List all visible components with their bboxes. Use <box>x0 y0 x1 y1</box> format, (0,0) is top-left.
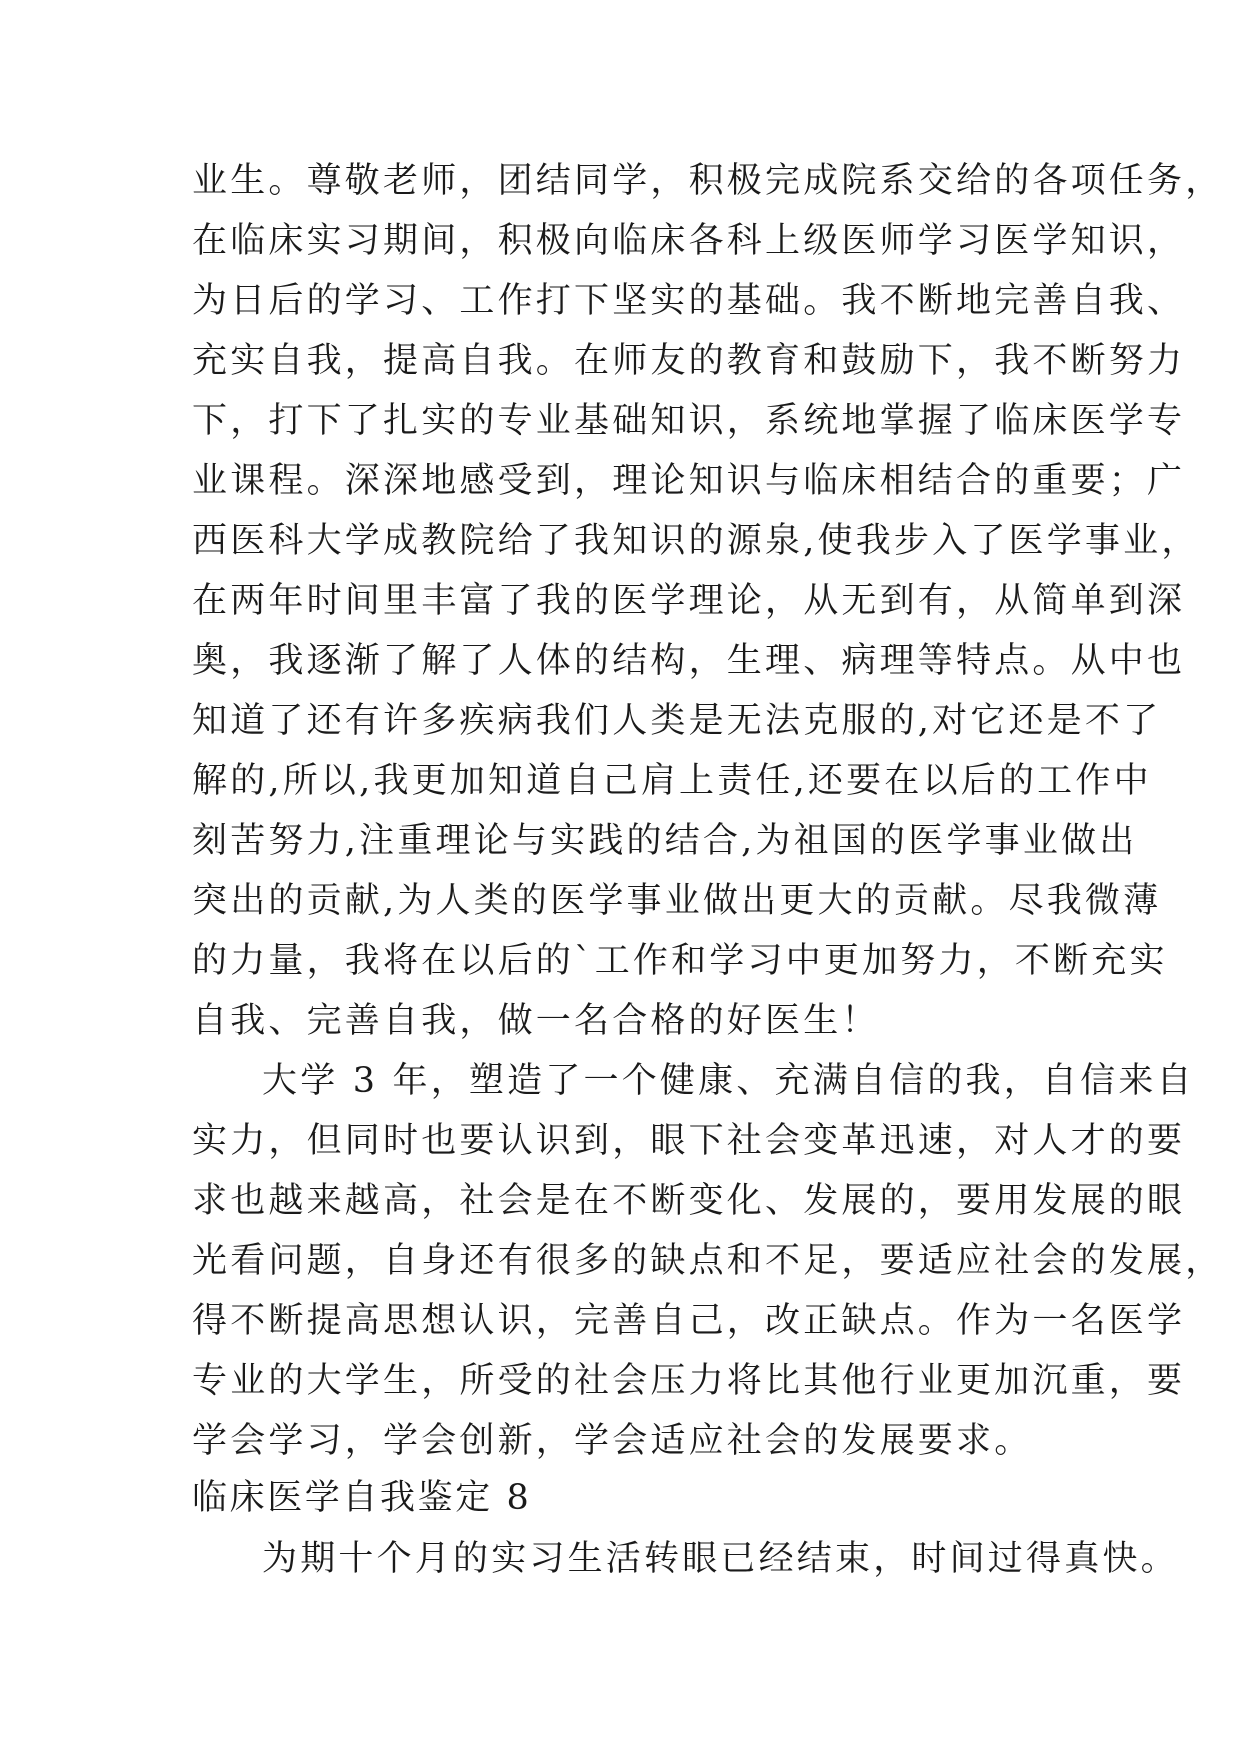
body-text-line: 求也越来越高，社会是在不断变化、发展的，要用发展的眼 <box>192 1181 1186 1221</box>
body-text-line: 在临床实习期间，积极向临床各科上级医师学习医学知识， <box>192 221 1186 261</box>
body-text-line: 的力量，我将在以后的`工作和学习中更加努力，不断充实 <box>192 941 1168 981</box>
body-text-line: 在两年时间里丰富了我的医学理论，从无到有，从简单到深 <box>192 581 1186 621</box>
body-text-line: 自我、完善自我，做一名合格的好医生！ <box>192 1001 880 1041</box>
body-text-line: 实力，但同时也要认识到，眼下社会变革迅速，对人才的要 <box>192 1121 1186 1161</box>
body-text-line: 解的,所以,我更加知道自己肩上责任,还要在以后的工作中 <box>192 761 1152 801</box>
body-text-line: 得不断提高思想认识，完善自己，改正缺点。作为一名医学 <box>192 1301 1186 1341</box>
body-text-line: 奥，我逐渐了解了人体的结构，生理、病理等特点。从中也 <box>192 641 1186 681</box>
paragraph-first-line: 大学 3 年，塑造了一个健康、充满自信的我，自信来自 <box>262 1061 1195 1101</box>
body-text-line: 光看问题，自身还有很多的缺点和不足，要适应社会的发展， <box>192 1241 1224 1281</box>
section-heading: 临床医学自我鉴定 8 <box>192 1478 532 1518</box>
body-text-line: 西医科大学成教院给了我知识的源泉,使我步入了医学事业， <box>192 521 1200 561</box>
body-text-line: 业课程。深深地感受到，理论知识与临床相结合的重要；广 <box>192 461 1186 501</box>
body-text-line: 业生。尊敬老师，团结同学，积极完成院系交给的各项任务， <box>192 161 1224 201</box>
body-text-line: 知道了还有许多疾病我们人类是无法克服的,对它还是不了 <box>192 701 1162 741</box>
body-text-line: 刻苦努力,注重理论与实践的结合,为祖国的医学事业做出 <box>192 821 1138 861</box>
body-text-line: 专业的大学生，所受的社会压力将比其他行业更加沉重，要 <box>192 1361 1186 1401</box>
body-text-line: 充实自我，提高自我。在师友的教育和鼓励下，我不断努力 <box>192 341 1186 381</box>
body-text-line: 学会学习，学会创新，学会适应社会的发展要求。 <box>192 1421 1033 1461</box>
body-text-line: 突出的贡献,为人类的医学事业做出更大的贡献。尽我微薄 <box>192 881 1162 921</box>
body-text-line: 下，打下了扎实的专业基础知识，系统地掌握了临床医学专 <box>192 401 1186 441</box>
paragraph-first-line: 为期十个月的实习生活转眼已经结束，时间过得真快。 <box>262 1539 1179 1579</box>
body-text-line: 为日后的学习、工作打下坚实的基础。我不断地完善自我、 <box>192 281 1186 321</box>
